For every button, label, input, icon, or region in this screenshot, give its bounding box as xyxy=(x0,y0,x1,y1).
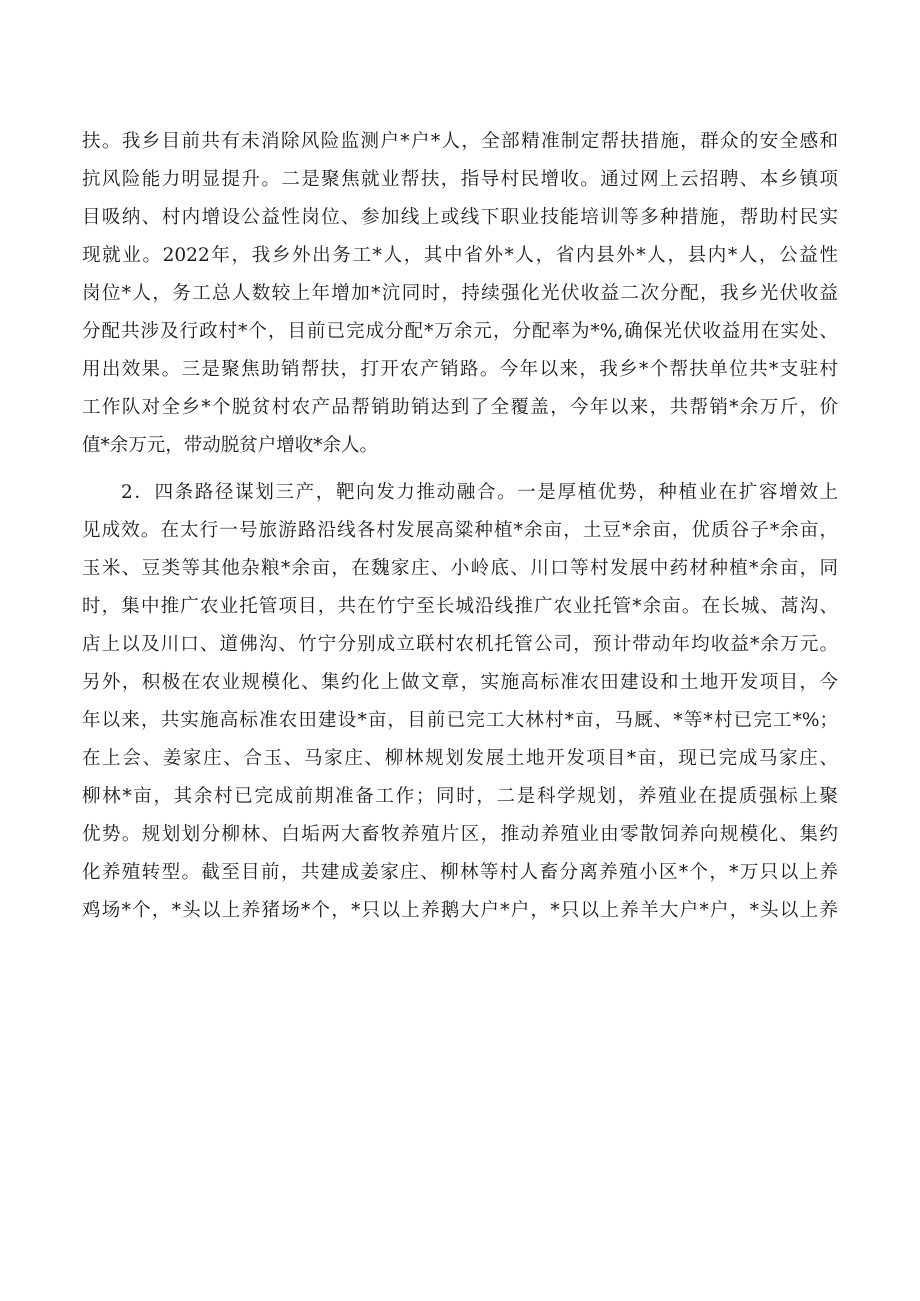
text-line: 工作队对全乡*个脱贫村农产品帮销助销达到了全覆盖，今年以来，共帮销*余万斤，价 xyxy=(82,397,838,418)
text-line: 值*余万元，带动脱贫户增收*余人。 xyxy=(82,435,379,456)
text-line: 在上会、姜家庄、合玉、马家庄、柳林规划发展土地开发项目*亩，现已完成马家庄、 xyxy=(82,748,838,769)
text-line: 优势。规划划分柳林、白垢两大畜牧养殖片区，推动养殖业由零散饲养向规模化、集约 xyxy=(82,824,838,845)
text-line: 玉米、豆类等其他杂粮*余亩，在魏家庄、小岭底、川口等村发展中药材种植*余亩，同 xyxy=(82,558,838,579)
text-line: 年以来，共实施高标准农田建设*亩，目前已完工大林村*亩，马厩、*等*村已完工*%； xyxy=(82,710,838,731)
text-line: 店上以及川口、道佛沟、竹宁分别成立联村农机托管公司，预计带动年均收益*余万元。 xyxy=(82,634,838,655)
text-line: 抗风险能力明显提升。二是聚焦就业帮扶，指导村民增收。通过网上云招聘、本乡镇项 xyxy=(82,169,838,190)
paragraph-first-line: 2．四条路径谋划三产，靶向发力推动融合。一是厚植优势，种植业在扩容增效上 xyxy=(121,482,838,503)
text-line: 扶。我乡目前共有未消除风险监测户*户*人，全部精准制定帮扶措施，群众的安全感和 xyxy=(82,131,838,152)
text-line: 现就业。2022年，我乡外出务工*人，其中省外*人，省内县外*人，县内*人，公益性 xyxy=(82,245,838,266)
text-line: 目吸纳、村内增设公益性岗位、参加线上或线下职业技能培训等多种措施，帮助村民实 xyxy=(82,207,838,228)
text-line: 另外，积极在农业规模化、集约化上做文章，实施高标准农田建设和土地开发项目，今 xyxy=(82,672,838,693)
text-line: 见成效。在太行一号旅游路沿线各村发展高粱种植*余亩，土豆*余亩，优质谷子*余亩， xyxy=(82,520,838,541)
text-line: 分配共涉及行政村*个，目前已完成分配*万余元，分配率为*%,确保光伏收益用在实处、 xyxy=(82,321,838,342)
text-line: 用出效果。三是聚焦助销帮扶，打开农产销路。今年以来，我乡*个帮扶单位共*支驻村 xyxy=(82,359,838,380)
text-line: 岗位*人，务工总人数较上年增加*沆同时，持续强化光伏收益二次分配，我乡光伏收益 xyxy=(82,283,838,304)
text-line: 鸡场*个，*头以上养猪场*个，*只以上养鹅大户*户，*只以上养羊大户*户，*头以上养 xyxy=(82,900,838,921)
text-line: 时，集中推广农业托管项目，共在竹宁至长城沿线推广农业托管*余亩。在长城、蒿沟、 xyxy=(82,596,838,617)
text-line: 柳林*亩，其余村已完成前期准备工作；同时，二是科学规划，养殖业在提质强标上聚 xyxy=(82,786,838,807)
text-line: 化养殖转型。截至目前，共建成姜家庄、柳林等村人畜分离养殖小区*个，*万只以上养 xyxy=(82,862,838,883)
